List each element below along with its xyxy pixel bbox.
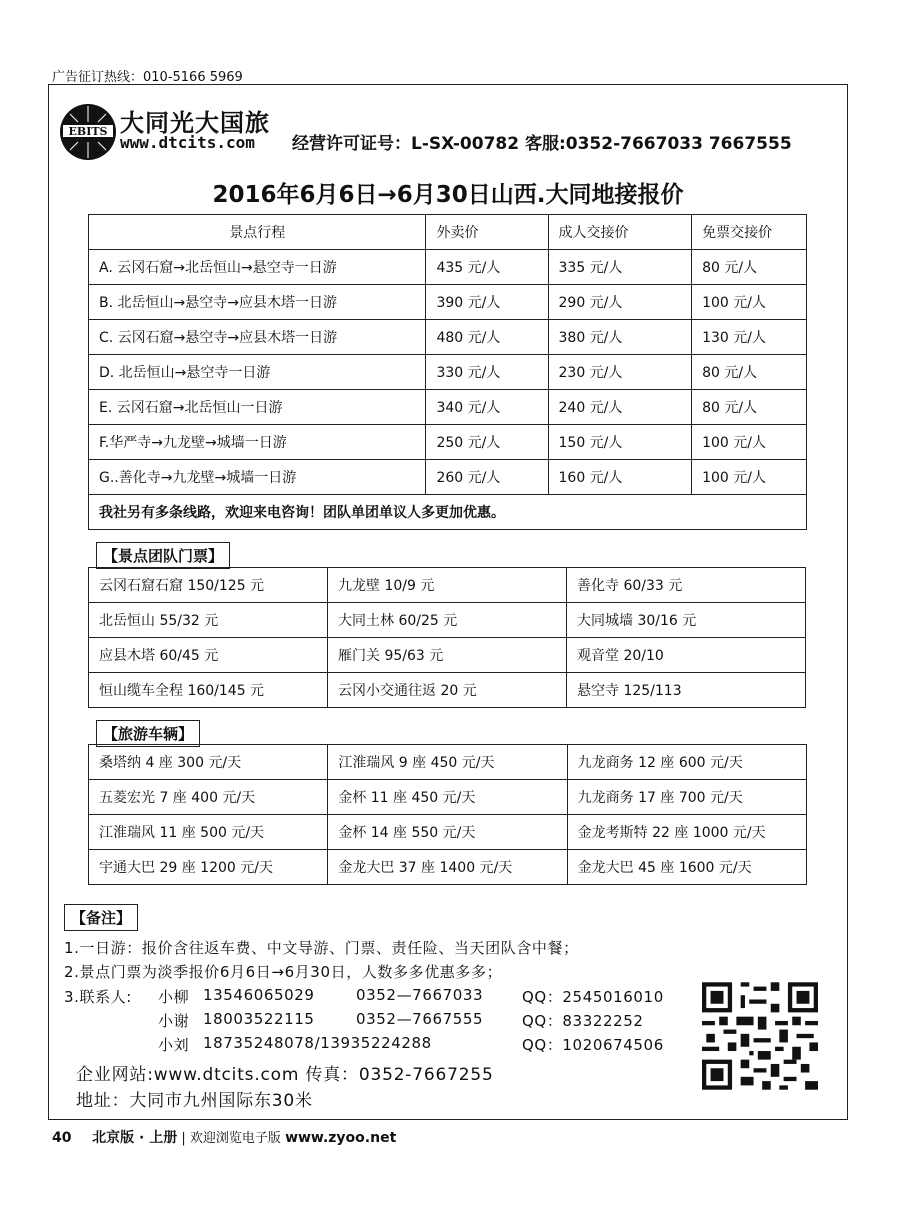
table-row [89, 568, 806, 603]
ticket-cell: 云冈石窟石窟 150/125 元 [89, 568, 328, 603]
retail-cell: 260 元/人 [426, 460, 548, 495]
ticket-cell: 善化寺 60/33 元 [567, 568, 806, 603]
footer-url[interactable]: www.zyoo.net [285, 1130, 397, 1146]
ticket-cell: 云冈小交通往返 20 元 [328, 673, 567, 708]
table-row [89, 780, 807, 815]
contact-qq: QQ：2545016010 [522, 988, 664, 1006]
license-info: 经营许可证号：L-SX-00782 客服:0352-7667033 7667555 [292, 134, 792, 154]
header-adult: 成人交接价 [548, 215, 692, 250]
vehicle-cell: 桑塔纳 4 座 300 元/天 [89, 745, 328, 780]
remarks-heading: 【备注】 [64, 904, 138, 931]
header-route: 景点行程 [89, 215, 426, 250]
price-table-header [89, 215, 807, 250]
ticket-cell: 大同土林 60/25 元 [328, 603, 567, 638]
contact-phone: 0352—7667555 [356, 1010, 484, 1028]
table-note-row [89, 495, 807, 530]
vehicle-cell: 五菱宏光 7 座 400 元/天 [89, 780, 328, 815]
route-cell: F.华严寺→九龙壁→城墙一日游 [89, 425, 426, 460]
contact-name: 小谢 [158, 1012, 190, 1030]
ticket-cell: 大同城墙 30/16 元 [567, 603, 806, 638]
contact-mobile: 13546065029 [203, 986, 315, 1004]
vehicle-cell: 金杯 14 座 550 元/天 [328, 815, 567, 850]
vehicle-cell: 金龙大巴 37 座 1400 元/天 [328, 850, 567, 885]
table-row [89, 390, 807, 425]
contact-name: 小刘 [158, 1036, 190, 1054]
page-footer [52, 1127, 396, 1147]
contact-name: 小柳 [158, 988, 190, 1006]
retail-cell: 340 元/人 [426, 390, 548, 425]
table-row [89, 745, 807, 780]
ticket-cell: 应县木塔 60/45 元 [89, 638, 328, 673]
brand-website[interactable]: www.dtcits.com [120, 133, 255, 152]
table-row [89, 250, 807, 285]
header-free: 免票交接价 [692, 215, 807, 250]
vehicle-cell: 九龙商务 17 座 700 元/天 [567, 780, 806, 815]
page-title: 2016年6月6日→6月30日山西.大同地接报价 [212, 182, 684, 208]
ticket-cell: 北岳恒山 55/32 元 [89, 603, 328, 638]
adult-cell: 240 元/人 [548, 390, 692, 425]
contact-phone: 0352—7667033 [356, 986, 484, 1004]
vehicles-table [88, 744, 807, 885]
brand-name: 大同光大国旅 [120, 109, 270, 137]
contacts-label: 3.联系人: [64, 988, 132, 1006]
company-website-fax: 企业网站:www.dtcits.com 传真：0352-7667255 [76, 1065, 494, 1085]
free-cell: 80 元/人 [692, 390, 807, 425]
page-number: 40 [52, 1130, 72, 1146]
free-cell: 100 元/人 [692, 425, 807, 460]
table-note: 我社另有多条线路，欢迎来电咨询！团队单团单议人多更加优惠。 [89, 495, 807, 530]
footer-separator: | [181, 1131, 186, 1146]
table-row [89, 285, 807, 320]
ticket-cell: 观音堂 20/10 [567, 638, 806, 673]
price-table [88, 214, 807, 530]
table-row [89, 355, 807, 390]
adult-cell: 230 元/人 [548, 355, 692, 390]
table-row [89, 815, 807, 850]
contact-qq: QQ：83322252 [522, 1012, 644, 1030]
table-row [89, 673, 806, 708]
table-row [89, 850, 807, 885]
free-cell: 100 元/人 [692, 460, 807, 495]
vehicle-cell: 宇通大巴 29 座 1200 元/天 [89, 850, 328, 885]
route-cell: B. 北岳恒山→悬空寺→应县木塔一日游 [89, 285, 426, 320]
retail-cell: 250 元/人 [426, 425, 548, 460]
route-cell: A. 云冈石窟→北岳恒山→悬空寺一日游 [89, 250, 426, 285]
adult-cell: 290 元/人 [548, 285, 692, 320]
qr-code-icon [697, 978, 823, 1094]
route-cell: G..善化寺→九龙壁→城墙一日游 [89, 460, 426, 495]
retail-cell: 480 元/人 [426, 320, 548, 355]
retail-cell: 390 元/人 [426, 285, 548, 320]
footer-text: 欢迎浏览电子版 [189, 1131, 281, 1146]
contact-qq: QQ：1020674506 [522, 1036, 664, 1054]
vehicle-cell: 九龙商务 12 座 600 元/天 [567, 745, 806, 780]
adult-cell: 160 元/人 [548, 460, 692, 495]
vehicles-heading: 【旅游车辆】 [96, 720, 200, 747]
tickets-heading: 【景点团队门票】 [96, 542, 230, 569]
vehicle-cell: 江淮瑞风 9 座 450 元/天 [328, 745, 567, 780]
header-retail: 外卖价 [426, 215, 548, 250]
contact-mobile: 18735248078/13935224288 [203, 1034, 432, 1052]
table-row [89, 603, 806, 638]
ad-hotline: 广告征订热线：010-5166 5969 [52, 70, 243, 85]
retail-cell: 330 元/人 [426, 355, 548, 390]
free-cell: 100 元/人 [692, 285, 807, 320]
ticket-cell: 雁门关 95/63 元 [328, 638, 567, 673]
adult-cell: 150 元/人 [548, 425, 692, 460]
table-row [89, 425, 807, 460]
vehicle-cell: 金龙考斯特 22 座 1000 元/天 [567, 815, 806, 850]
vehicle-cell: 金龙大巴 45 座 1600 元/天 [567, 850, 806, 885]
ticket-cell: 悬空寺 125/113 [567, 673, 806, 708]
free-cell: 130 元/人 [692, 320, 807, 355]
ticket-cell: 九龙壁 10/9 元 [328, 568, 567, 603]
table-row [89, 460, 807, 495]
adult-cell: 380 元/人 [548, 320, 692, 355]
retail-cell: 435 元/人 [426, 250, 548, 285]
company-address: 地址：大同市九州国际东30米 [76, 1091, 313, 1111]
route-cell: D. 北岳恒山→悬空寺一日游 [89, 355, 426, 390]
remark-line-1: 1.一日游：报价含往返车费、中文导游、门票、责任险、当天团队含中餐； [64, 939, 579, 957]
table-row [89, 638, 806, 673]
vehicle-cell: 江淮瑞风 11 座 500 元/天 [89, 815, 328, 850]
ticket-cell: 恒山缆车全程 160/145 元 [89, 673, 328, 708]
edition-label: 北京版 · 上册 [92, 1130, 178, 1146]
route-cell: C. 云冈石窟→悬空寺→应县木塔一日游 [89, 320, 426, 355]
remark-line-2: 2.景点门票为淡季报价6月6日→6月30日，人数多多优惠多多； [64, 963, 503, 981]
contact-mobile: 18003522115 [203, 1010, 315, 1028]
route-cell: E. 云冈石窟→北岳恒山一日游 [89, 390, 426, 425]
free-cell: 80 元/人 [692, 250, 807, 285]
free-cell: 80 元/人 [692, 355, 807, 390]
logo-text: EBITS [62, 124, 114, 138]
tickets-table [88, 567, 806, 708]
table-row [89, 320, 807, 355]
vehicle-cell: 金杯 11 座 450 元/天 [328, 780, 567, 815]
ebits-logo [60, 104, 116, 160]
adult-cell: 335 元/人 [548, 250, 692, 285]
